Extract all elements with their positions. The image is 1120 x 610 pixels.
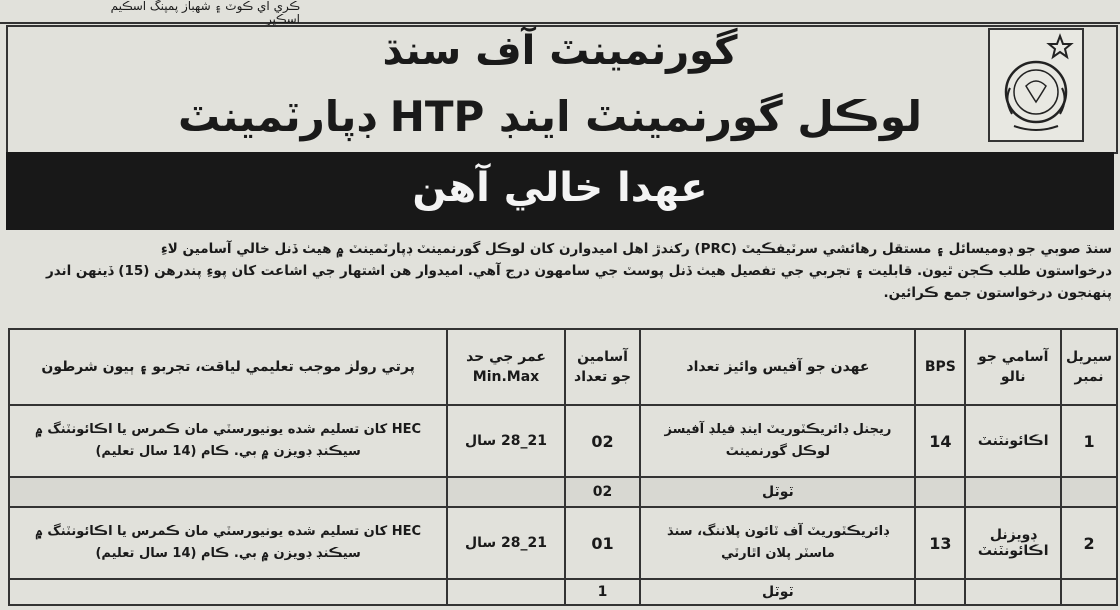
col-post: آسامي جو نالو	[965, 329, 1061, 405]
col-age	[447, 329, 564, 405]
col-qualification: پرتي رولز موجب تعليمي لياقت، تجربو ۽ ٻيون شرطون	[9, 329, 447, 405]
cell-qualification: HEC کان تسليم شده يونيورسٽي مان ڪمرس يا اڪائونٽنگ ۾ سيڪنڊ ڊويزن ۾ بي. ڪام (14 سال تعليم)	[9, 405, 447, 477]
intro-paragraph	[8, 238, 1112, 304]
cell-office: ريجنل ڊائريڪٽوريٽ اينڊ فيلڊ آفيسز لوڪل گورنمينٽ	[640, 405, 915, 477]
cell-post: اڪائونٽنٽ	[965, 405, 1061, 477]
cell-serial: 1	[1061, 405, 1117, 477]
cell-total-label: ٽوٽل	[640, 477, 915, 507]
vacancy-banner-text: عهدا خالي آهن	[412, 165, 708, 211]
cell-age: 21_28 سال	[447, 507, 564, 579]
table-total-row	[9, 579, 1117, 605]
cell-total-count: 1	[565, 579, 641, 605]
vacancy-table	[8, 328, 1118, 606]
intro-line3: پنهنجون درخواستون جمع ڪرائين.	[883, 285, 1112, 301]
table-header-row	[9, 329, 1117, 405]
col-count: آسامين جو تعداد	[565, 329, 641, 405]
top-strip-text	[0, 0, 300, 26]
top-strip-line2: اسڪير	[265, 12, 300, 26]
cell-total-count: 02	[565, 477, 641, 507]
table-total-row	[9, 477, 1117, 507]
cell-count: 01	[565, 507, 641, 579]
col-serial: سيريل نمبر	[1061, 329, 1117, 405]
col-office: عهدن جو آفيس وائيز تعداد	[640, 329, 915, 405]
cell-office: ڊائريڪٽوريٽ آف ٽائون پلاننگ، سنڌ ماسٽر پلان اٿارٽي	[640, 507, 915, 579]
col-age-line1: عمر جي حد	[466, 349, 546, 365]
cell-qualification: HEC کان تسليم شده يونيورسٽي مان ڪمرس يا اڪائونٽنگ ۾ سيڪنڊ ڊويزن ۾ بي. ڪام (14 سال تعليم)	[9, 507, 447, 579]
cell-post: ڊويزنل اڪائونٽنٽ	[965, 507, 1061, 579]
cell-bps: 14	[915, 405, 965, 477]
table-row	[9, 405, 1117, 477]
col-age-line2: Min.Max	[472, 369, 540, 385]
sindh-seal-icon	[988, 28, 1084, 142]
cell-age: 21_28 سال	[447, 405, 564, 477]
department-title: لوڪل گورنمينٽ اينڊ HTP ڊپارٽمينٽ	[177, 92, 923, 141]
cell-count: 02	[565, 405, 641, 477]
intro-line2: درخواستون طلب ڪجن ٿيون. قابليت ۽ تجربي جي تفصيل هيٺ ڏنل پوسٽ جي سامهون درج آهي. اميدوار هن اشتهار جي اشاعت کان پوءِ پندرهن (15) ڏينهن اندر	[45, 263, 1112, 279]
top-strip-line1: ڪري اي ڪوٽ ۽ شهباز پمپنگ اسڪيم	[110, 0, 300, 13]
table-row	[9, 507, 1117, 579]
cell-serial: 2	[1061, 507, 1117, 579]
cell-total-label: ٽوٽل	[640, 579, 915, 605]
top-strip	[0, 0, 1120, 24]
col-bps: BPS	[915, 329, 965, 405]
intro-line1: سنڌ صوبي جو ڊوميسائل ۽ مستقل رهائشي سرٽيفڪيٽ (PRC) رکندڙ اهل اميدوارن کان لوڪل گورنمينٽ ڊپارٽمينٽ ۾ هيٺ ڏنل خالي آسامين لاءِ	[160, 241, 1112, 257]
government-title: گورنمينٽ آف سنڌ	[382, 28, 738, 74]
cell-bps: 13	[915, 507, 965, 579]
